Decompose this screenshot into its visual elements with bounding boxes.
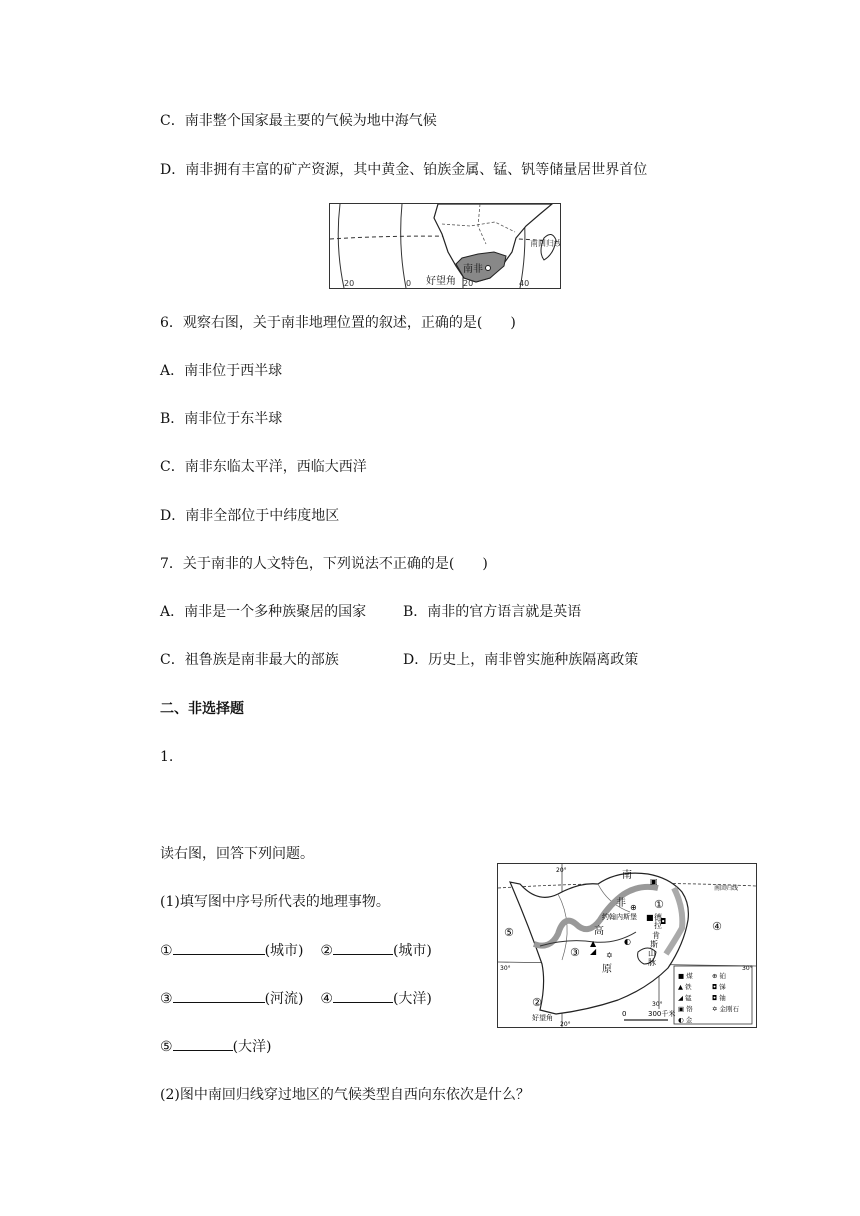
q1-intro: 读右图，回答下列问题。 <box>160 846 314 862</box>
ore-mark-6: ▲ <box>590 939 597 948</box>
q1-part2: (2)图中南回归线穿过地区的气候类型自西向东依次是什么？ <box>160 1087 530 1103</box>
ore-mark-1: ▣ <box>650 877 658 886</box>
map-number-5: ⑤ <box>504 926 514 939</box>
mountain-char-5: 山 <box>648 949 656 958</box>
q6-stem: 6．观察右图，关于南非地理位置的叙述，正确的是( ) <box>160 315 516 331</box>
lat-label-west: 30° <box>500 965 511 972</box>
q5-option-d: D．南非拥有丰富的矿产资源，其中黄金、铂族金属、锰、钒等储量居世界首位 <box>160 162 648 178</box>
q6-option-b: B．南非位于东半球 <box>160 411 283 427</box>
ore-mark-4: ■ <box>646 913 654 922</box>
q7-option-b: B．南非的官方语言就是英语 <box>403 604 582 620</box>
fill-row-2 <box>160 988 432 1009</box>
q6-option-c: C．南非东临太平洋，西临大西洋 <box>160 459 367 475</box>
q1-number: 1. <box>160 749 174 765</box>
blank-4-number: ④ <box>320 991 333 1007</box>
legend-platinum: ⊕ 铂 <box>712 972 727 980</box>
fill-row-3 <box>160 1036 272 1057</box>
lon-label-bottom: 20° <box>560 1021 571 1027</box>
blank-4-type: (大洋) <box>392 991 432 1007</box>
mountain-char-2: 拉 <box>654 921 662 930</box>
map-number-1: ① <box>654 898 664 911</box>
lon-label-top: 20° <box>556 867 567 874</box>
blank-5-number: ⑤ <box>160 1039 173 1055</box>
mountain-char-4: 斯 <box>650 940 658 949</box>
scale-label: 300千米 <box>648 1010 676 1018</box>
tropic-label: 南回归线 <box>530 239 560 248</box>
region-char-4: 原 <box>602 964 612 975</box>
lon-label-1: 20 <box>344 279 355 288</box>
blank-2-type: (城市) <box>392 943 432 959</box>
blank-1-number: ① <box>160 943 173 959</box>
south-africa-location-map <box>329 203 561 289</box>
scale-zero: 0 <box>622 1010 627 1018</box>
legend-diamond: ✡ 金刚石 <box>712 1005 740 1013</box>
blank-1-field[interactable] <box>173 940 265 955</box>
blank-5-field[interactable] <box>173 1036 233 1051</box>
mountain-char-3: 肯 <box>652 931 660 940</box>
blank-2-field[interactable] <box>333 940 393 955</box>
blank-3-number: ③ <box>160 991 173 1007</box>
ore-mark-3: ⊕ <box>630 903 637 912</box>
blank-5-type: (大洋) <box>232 1039 272 1055</box>
region-char-3: 高 <box>594 926 604 937</box>
legend-uranium: ◘ 铀 <box>712 994 726 1002</box>
lat-label-east: 30° <box>742 965 753 972</box>
blank-3-type: (河流) <box>264 991 304 1007</box>
q1-part1: (1)填写图中序号所代表的地理事物。 <box>160 894 390 910</box>
blank-4-field[interactable] <box>333 988 393 1003</box>
country-label-south-africa: 南非 <box>463 264 483 275</box>
legend-chromium: ▣ 铬 <box>678 1005 693 1013</box>
city-label: 约翰内斯堡 <box>602 913 637 921</box>
cape-label-2: 好望角 <box>532 1014 553 1022</box>
q6-option-d: D．南非全部位于中纬度地区 <box>160 508 340 524</box>
blank-3-field[interactable] <box>173 988 265 1003</box>
q6-option-a: A．南非位于西半球 <box>160 363 283 379</box>
mountain-char-1: 德 <box>654 913 662 922</box>
section-heading: 二、非选择题 <box>160 701 244 717</box>
ore-mark-2: ◘ <box>660 917 667 926</box>
legend-manganese: ◢ 锰 <box>678 994 692 1002</box>
blank-2-number: ② <box>320 943 333 959</box>
legend-gold: ◐ 金 <box>678 1016 693 1024</box>
ore-mark-8: ✡ <box>606 951 613 960</box>
q7-option-a: A．南非是一个多种族聚居的国家 <box>160 604 367 620</box>
q7-option-d: D．历史上，南非曾实施种族隔离政策 <box>403 652 639 668</box>
blank-1-type: (城市) <box>264 943 304 959</box>
legend-antimony: ◘ 锑 <box>712 983 726 991</box>
ore-mark-7: ◢ <box>590 947 597 956</box>
lon-label-4: 40 <box>519 279 530 288</box>
mountain-char-6: 脉 <box>648 958 656 967</box>
q7-stem: 7．关于南非的人文特色，下列说法不正确的是( ) <box>160 556 488 572</box>
legend-iron: ▲ 铁 <box>678 983 692 991</box>
lon-label-3: 20 <box>463 279 474 288</box>
tropic-label-2: 南回归线 <box>714 885 739 892</box>
ore-mark-5: ◐ <box>624 937 631 946</box>
map-number-4: ④ <box>712 920 722 933</box>
map-number-2: ② <box>532 996 542 1009</box>
q7-option-c: C．祖鲁族是南非最大的部族 <box>160 652 339 668</box>
cape-label: 好望角 <box>426 276 456 287</box>
lon-label-30: 30° <box>652 1001 663 1008</box>
south-africa-resource-map <box>497 863 757 1028</box>
lon-label-2: 0 <box>406 279 412 288</box>
region-char-2: 非 <box>616 898 626 909</box>
map-number-3: ③ <box>570 946 580 959</box>
fill-row-1 <box>160 940 432 961</box>
region-char-1: 南 <box>622 870 632 881</box>
legend-coal: ■ 煤 <box>678 972 693 980</box>
q5-option-c: C．南非整个国家最主要的气候为地中海气候 <box>160 113 437 129</box>
